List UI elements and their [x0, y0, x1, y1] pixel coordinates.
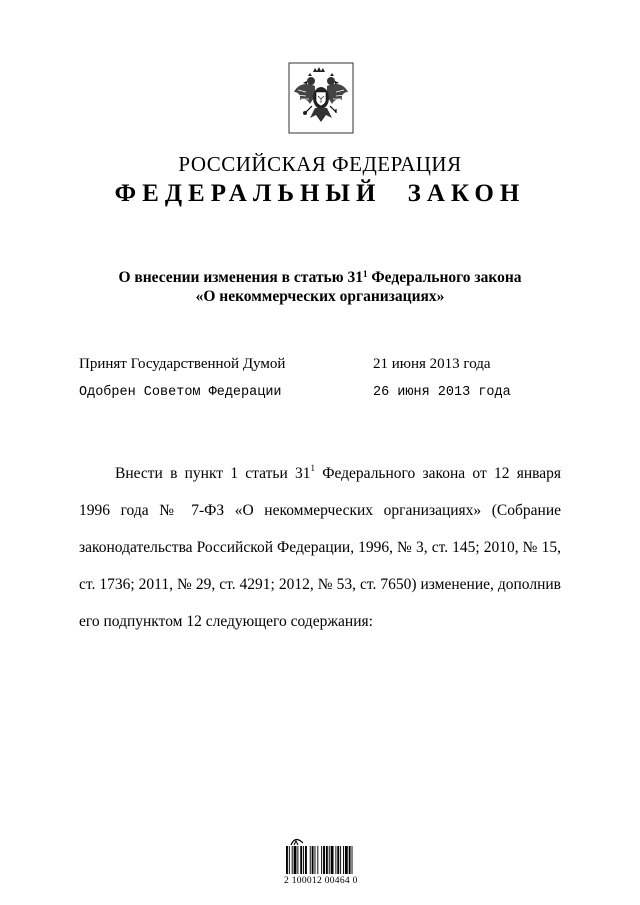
title-line-1-pre: О внесении изменения в статью 31: [118, 269, 363, 286]
body-text-post: Федерального закона от 12 января 1996 года № 7-ФЗ «О некоммерческих организациях» (Собрание законодательства Российской Федерации, 1996, № 3, ст. 145; 2010, № 15, ст. 1736; 2011, № 29, ст. 4291; 2012, № 53, ст. 7650) изменение, дополнив его подпунктом 12 следующего содержания:: [79, 465, 561, 630]
barcode-icon: [286, 846, 372, 874]
title-line-1: [0, 268, 640, 287]
title-line-2: «О некоммерческих организациях»: [195, 288, 445, 305]
barcode-stripe: [321, 846, 322, 874]
body-paragraph: [79, 455, 561, 640]
barcode-stripe: [331, 846, 334, 874]
barcode-stripe: [317, 846, 318, 874]
law-body-text: [79, 455, 561, 640]
barcode-stripe: [323, 846, 325, 874]
adoption-label: Одобрен Советом Федерации: [79, 385, 282, 400]
emblem-svg: [288, 62, 354, 134]
body-text-pre: Внести в пункт 1 статьи 31: [115, 465, 311, 482]
barcode-stripe: [343, 846, 344, 874]
barcode-stripe: [349, 846, 351, 874]
barcode-stripe: [297, 846, 298, 874]
barcode-stripe: [326, 846, 328, 874]
barcode-stripe: [292, 846, 293, 874]
barcode-stripe: [329, 846, 330, 874]
barcode-stripe: [340, 846, 341, 874]
barcode-stripe: [305, 846, 307, 874]
barcode-stripe: [300, 846, 302, 874]
barcode-stripe: [303, 846, 304, 874]
title-line-1-post: Федерального закона: [367, 269, 522, 286]
body-superscript: 1: [310, 463, 315, 473]
country-name: РОССИЙСКАЯ ФЕДЕРАЦИЯ: [178, 152, 462, 176]
barcode-stripe: [315, 846, 316, 874]
barcode-stripe: [335, 846, 336, 874]
barcode-stripe: [310, 846, 311, 874]
barcode-stripe: [337, 846, 339, 874]
adoption-label: Принят Государственной Думой: [79, 356, 286, 372]
barcode-mark-icon: [290, 836, 304, 846]
document-title: [0, 268, 640, 306]
barcode-stripe: [352, 846, 353, 874]
adoption-date: 26 июня 2013 года: [373, 385, 511, 400]
state-emblem-icon: [288, 62, 354, 134]
document-type: ФЕДЕРАЛЬНЫЙ ЗАКОН: [114, 180, 526, 207]
title-superscript: 1: [362, 269, 368, 279]
barcode-block: [284, 836, 380, 886]
barcode-stripe: [294, 846, 297, 874]
barcode-stripe: [312, 846, 314, 874]
barcode-stripe: [345, 846, 348, 874]
adoption-date: 21 июня 2013 года: [373, 356, 491, 372]
barcode-stripe: [286, 846, 288, 874]
barcode-number: 2 100012 00464 0: [284, 876, 358, 886]
barcode-stripe: [289, 846, 290, 874]
